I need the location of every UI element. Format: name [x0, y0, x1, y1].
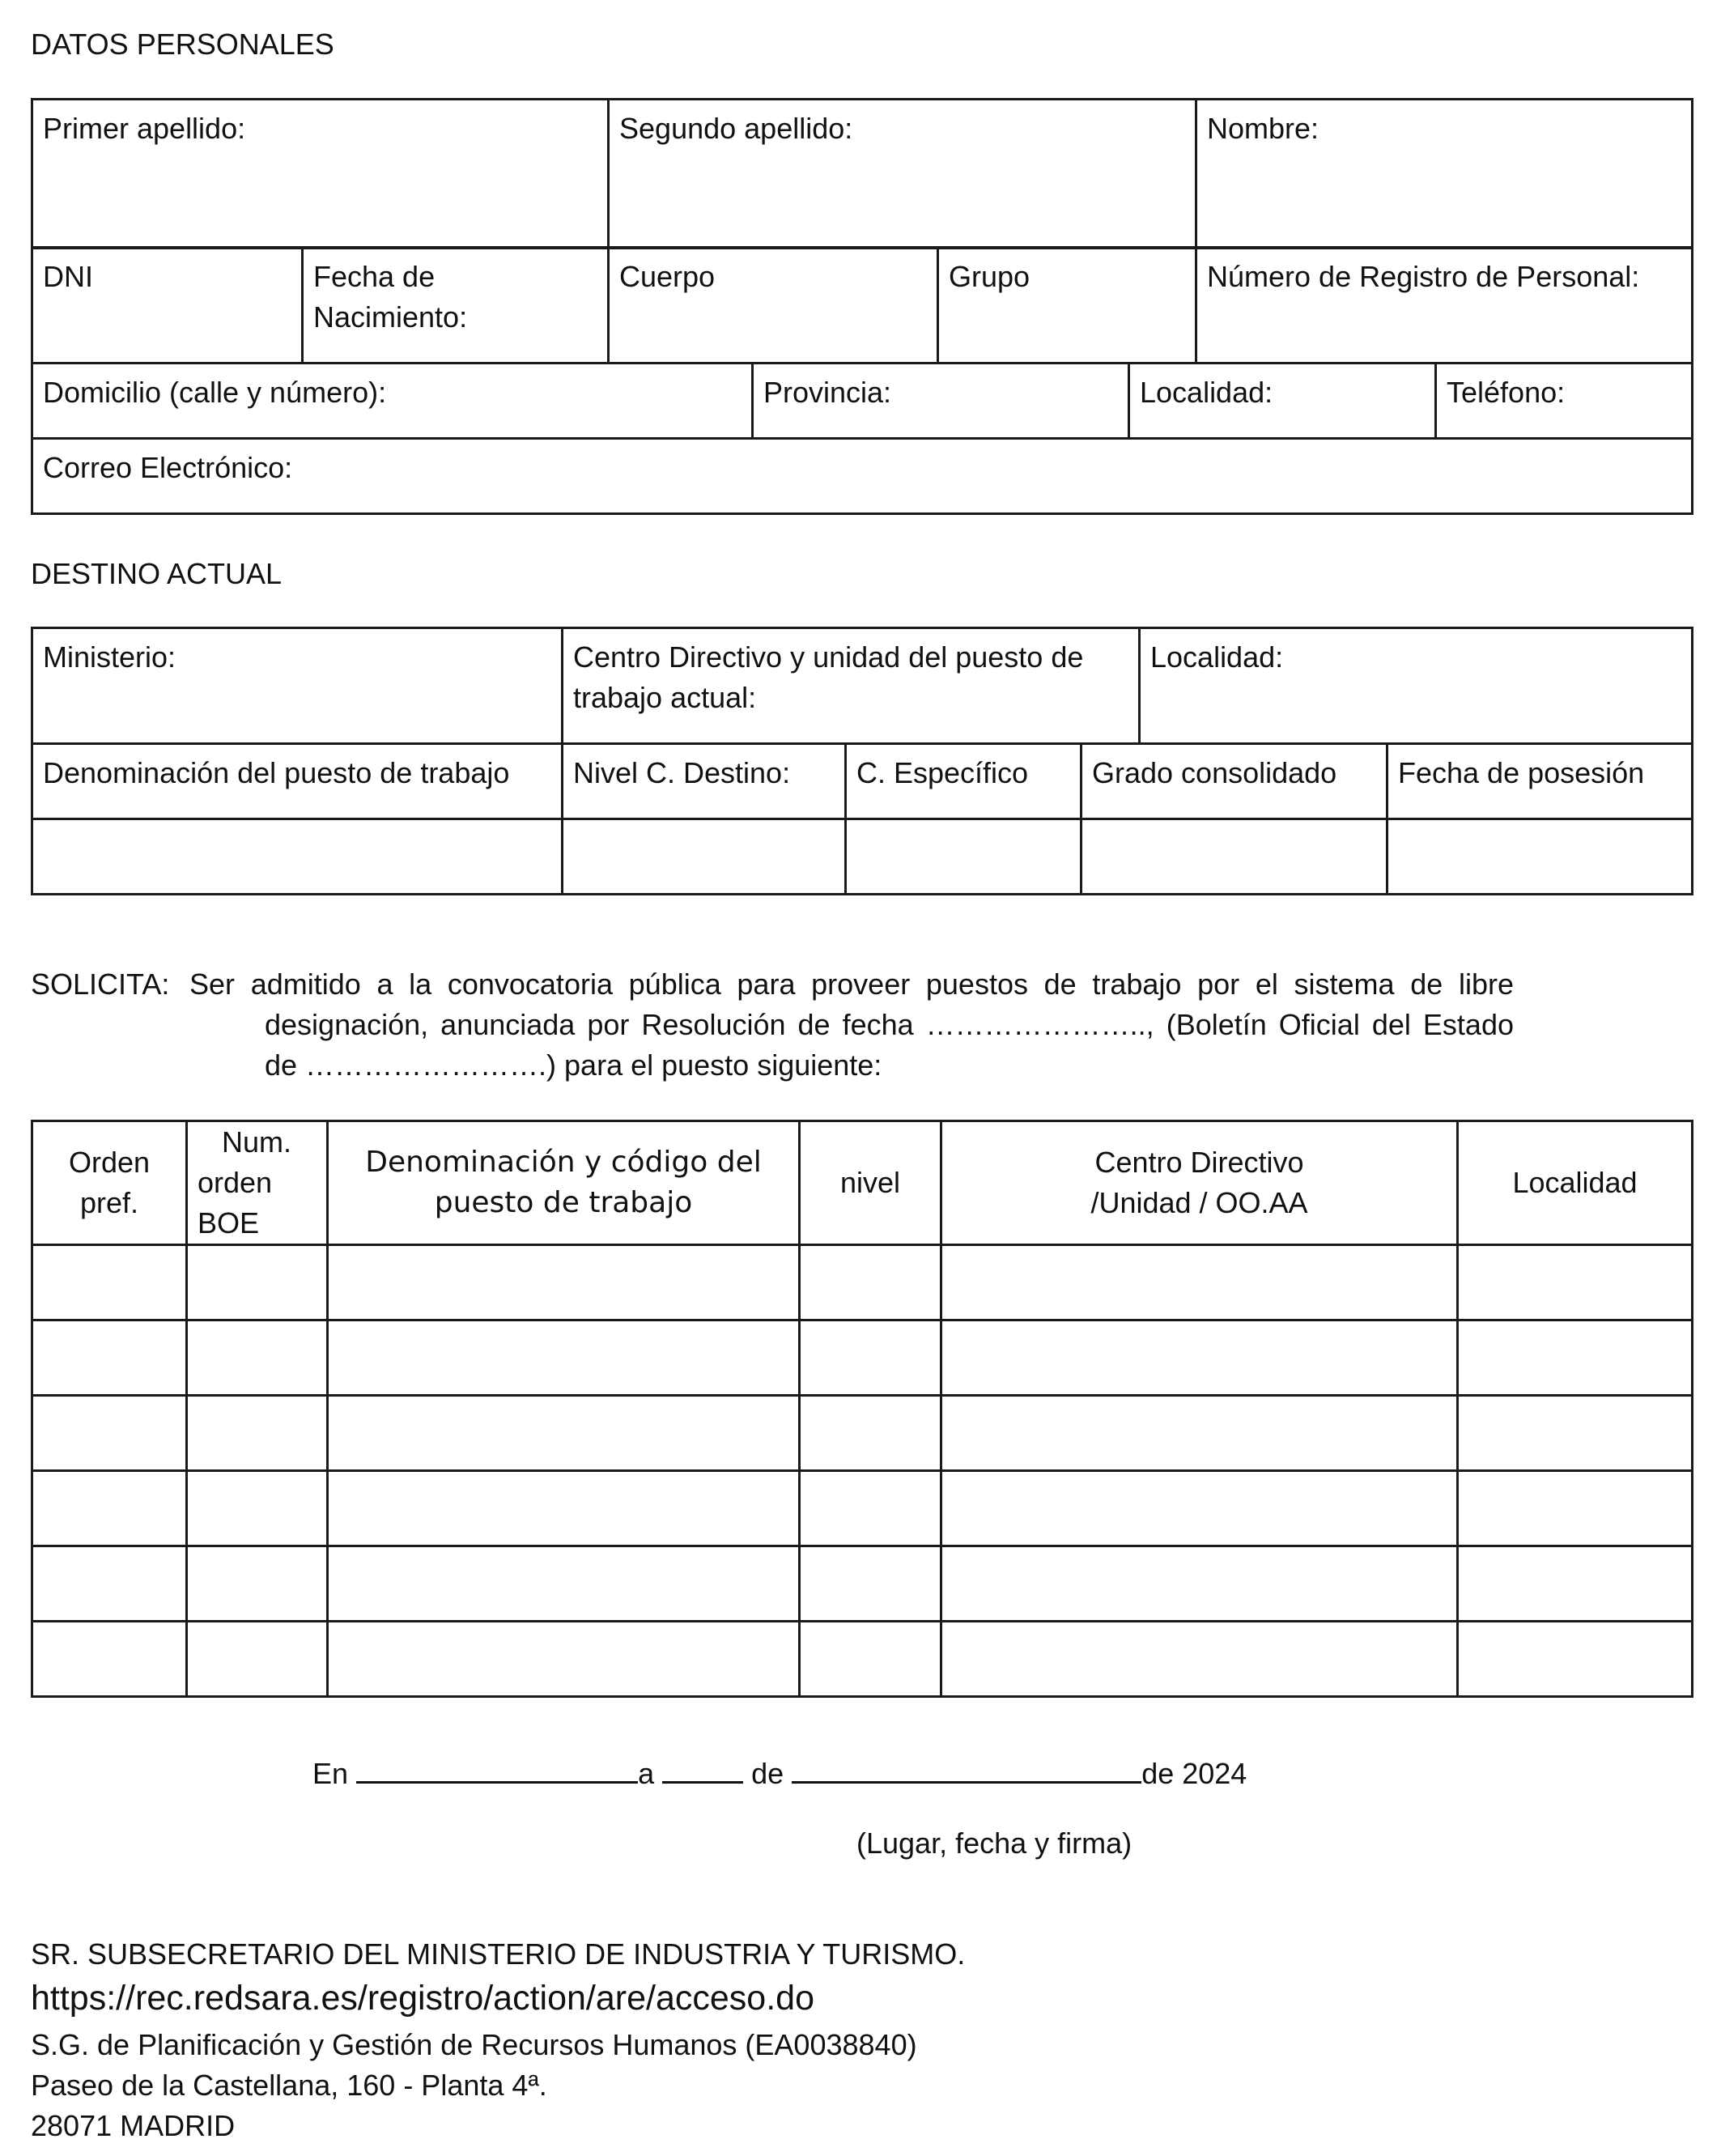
- table-cell[interactable]: [328, 1245, 800, 1320]
- table-cell[interactable]: [1458, 1546, 1693, 1622]
- table-cell[interactable]: [32, 1546, 187, 1622]
- table-cell[interactable]: [800, 1320, 941, 1396]
- denominacion-codigo-label-1: Denominación y código del: [365, 1146, 762, 1179]
- table-cell[interactable]: [328, 1546, 800, 1622]
- table-cell[interactable]: [328, 1471, 800, 1546]
- nombre-field[interactable]: [1196, 100, 1693, 249]
- dni-field[interactable]: [32, 248, 303, 364]
- denominacion-input[interactable]: [32, 819, 563, 895]
- fecha-posesion-header: [1387, 744, 1693, 819]
- grado-label: Grado consolidado: [1092, 756, 1337, 789]
- num-orden-label-3: BOE: [198, 1206, 260, 1240]
- localidad-col-header: [1458, 1121, 1693, 1245]
- provincia-label: Provincia:: [763, 376, 892, 409]
- ministerio-field[interactable]: [32, 628, 563, 744]
- ministerio-label: Ministerio:: [43, 640, 176, 674]
- denominacion-codigo-header: [328, 1121, 800, 1245]
- correo-field[interactable]: [32, 439, 1693, 514]
- mes-blank[interactable]: [792, 1749, 1141, 1784]
- solicita-line-2: designación, anunciada por Resolución de fecha ………………….., (Boletín Oficial del Estado: [265, 1008, 1514, 1041]
- cuerpo-field[interactable]: [609, 248, 938, 364]
- nivel-col-label: nivel: [839, 1166, 901, 1199]
- telefono-label: Teléfono:: [1447, 376, 1566, 409]
- footer-city: 28071 MADRID: [31, 2109, 236, 2142]
- table-cell[interactable]: [1458, 1245, 1693, 1320]
- firma-line: [312, 1749, 1247, 1791]
- nrp-field[interactable]: [1196, 248, 1693, 364]
- table-row: [32, 1320, 1693, 1396]
- num-orden-label-1: Num.: [222, 1125, 292, 1159]
- provincia-field[interactable]: [753, 364, 1129, 439]
- nivel-input[interactable]: [563, 819, 846, 895]
- grado-input[interactable]: [1081, 819, 1387, 895]
- especifico-header: [846, 744, 1081, 819]
- datos-personales-table-3: [31, 362, 1693, 515]
- table-row: [32, 1622, 1693, 1697]
- table-cell[interactable]: [1458, 1471, 1693, 1546]
- firma-a: a: [638, 1757, 655, 1790]
- denominacion-codigo-label-2: puesto de trabajo: [434, 1186, 693, 1219]
- centro-unidad-header: [941, 1121, 1458, 1245]
- firma-de: de: [751, 1757, 784, 1790]
- table-cell[interactable]: [32, 1320, 187, 1396]
- centro-directivo-label-1: Centro Directivo y unidad del puesto de: [573, 640, 1084, 674]
- primer-apellido-label: Primer apellido:: [43, 112, 246, 145]
- table-cell[interactable]: [941, 1320, 1458, 1396]
- fecha-nacimiento-label-2: Nacimiento:: [313, 300, 468, 334]
- num-orden-header: [187, 1121, 328, 1245]
- puestos-table: [31, 1120, 1693, 1698]
- grado-header: [1081, 744, 1387, 819]
- addressee: SR. SUBSECRETARIO DEL MINISTERIO DE INDUSTRIA Y TURISMO.: [31, 1937, 966, 1971]
- section-title-destino-actual: DESTINO ACTUAL: [31, 557, 283, 590]
- nivel-header: [563, 744, 846, 819]
- table-cell[interactable]: [328, 1396, 800, 1471]
- denominacion-header: [32, 744, 563, 819]
- domicilio-label: Domicilio (calle y número):: [43, 376, 387, 409]
- grupo-label: Grupo: [949, 260, 1030, 293]
- table-cell[interactable]: [1458, 1396, 1693, 1471]
- table-row: [32, 1471, 1693, 1546]
- fecha-posesion-input[interactable]: [1387, 819, 1693, 895]
- table-cell[interactable]: [32, 1622, 187, 1697]
- table-cell[interactable]: [941, 1471, 1458, 1546]
- table-cell[interactable]: [800, 1396, 941, 1471]
- section-title-datos-personales: DATOS PERSONALES: [31, 28, 334, 61]
- table-cell[interactable]: [800, 1546, 941, 1622]
- num-orden-label-2: orden: [198, 1166, 273, 1199]
- destino-actual-table-2: [31, 742, 1693, 895]
- table-cell[interactable]: [941, 1245, 1458, 1320]
- footer-unit: S.G. de Planificación y Gestión de Recursos Humanos (EA0038840): [31, 2028, 917, 2061]
- table-cell[interactable]: [1458, 1320, 1693, 1396]
- dni-label: DNI: [43, 260, 93, 293]
- localidad-col-label: Localidad: [1512, 1166, 1638, 1199]
- localidad-field[interactable]: [1129, 364, 1436, 439]
- grupo-field[interactable]: [938, 248, 1196, 364]
- nombre-label: Nombre:: [1207, 112, 1319, 145]
- table-cell[interactable]: [941, 1622, 1458, 1697]
- destino-localidad-label: Localidad:: [1150, 640, 1284, 674]
- centro-directivo-label-2: trabajo actual:: [573, 681, 757, 714]
- orden-pref-header: [32, 1121, 187, 1245]
- registro-url[interactable]: https://rec.redsara.es/registro/action/are/acceso.do: [31, 1979, 814, 2018]
- table-cell[interactable]: [187, 1471, 328, 1546]
- dia-blank[interactable]: [662, 1749, 743, 1784]
- orden-pref-label-1: Orden: [68, 1146, 151, 1179]
- table-cell[interactable]: [32, 1471, 187, 1546]
- table-row: [32, 1546, 1693, 1622]
- firma-en: En: [312, 1757, 349, 1790]
- table-cell[interactable]: [32, 1245, 187, 1320]
- table-cell[interactable]: [941, 1396, 1458, 1471]
- destino-actual-table: [31, 627, 1693, 745]
- nivel-label: Nivel C. Destino:: [573, 756, 791, 789]
- table-cell[interactable]: [941, 1546, 1458, 1622]
- solicita-label: SOLICITA:: [31, 967, 170, 1001]
- table-cell[interactable]: [800, 1471, 941, 1546]
- cuerpo-label: Cuerpo: [619, 260, 716, 293]
- table-row: [32, 1245, 1693, 1320]
- solicita-line-3: de …………………….) para el puesto siguiente:: [265, 1048, 882, 1082]
- segundo-apellido-field[interactable]: [609, 100, 1196, 249]
- fecha-nacimiento-field[interactable]: [303, 248, 609, 364]
- denominacion-label: Denominación del puesto de trabajo: [43, 756, 510, 789]
- domicilio-field[interactable]: [32, 364, 753, 439]
- table-cell[interactable]: [187, 1396, 328, 1471]
- localidad-label: Localidad:: [1140, 376, 1273, 409]
- centro-unidad-label-1: Centro Directivo: [1094, 1146, 1304, 1179]
- fecha-nacimiento-label-1: Fecha de: [313, 260, 436, 293]
- segundo-apellido-label: Segundo apellido:: [619, 112, 853, 145]
- table-cell[interactable]: [187, 1245, 328, 1320]
- lugar-fecha-firma: (Lugar, fecha y firma): [856, 1826, 1132, 1860]
- table-cell[interactable]: [187, 1320, 328, 1396]
- nivel-col-header: [800, 1121, 941, 1245]
- firma-de-year: de 2024: [1141, 1757, 1247, 1790]
- table-cell[interactable]: [328, 1320, 800, 1396]
- table-cell[interactable]: [800, 1622, 941, 1697]
- table-cell[interactable]: [187, 1622, 328, 1697]
- table-row: [32, 1396, 1693, 1471]
- footer-address: Paseo de la Castellana, 160 - Planta 4ª.: [31, 2069, 547, 2102]
- especifico-input[interactable]: [846, 819, 1081, 895]
- centro-directivo-field[interactable]: [563, 628, 1140, 744]
- table-cell[interactable]: [1458, 1622, 1693, 1697]
- especifico-label: C. Específico: [856, 756, 1029, 789]
- destino-localidad-field[interactable]: [1140, 628, 1693, 744]
- orden-pref-label-2: pref.: [79, 1186, 139, 1219]
- table-cell[interactable]: [800, 1245, 941, 1320]
- nrp-label: Número de Registro de Personal:: [1207, 260, 1640, 293]
- telefono-field[interactable]: [1436, 364, 1693, 439]
- centro-unidad-label-2: /Unidad / OO.AA: [1090, 1186, 1308, 1219]
- table-cell[interactable]: [32, 1396, 187, 1471]
- lugar-blank[interactable]: [356, 1749, 638, 1784]
- solicita-line-1: Ser admitido a la convocatoria pública para proveer puestos de trabajo por el sistema de libre: [189, 967, 1514, 1001]
- datos-personales-table-2: [31, 246, 1693, 364]
- table-cell[interactable]: [328, 1622, 800, 1697]
- correo-label: Correo Electrónico:: [43, 451, 293, 484]
- fecha-posesion-label: Fecha de posesión: [1398, 756, 1645, 789]
- table-cell[interactable]: [187, 1546, 328, 1622]
- primer-apellido-field[interactable]: [32, 100, 609, 249]
- datos-personales-table: [31, 98, 1693, 249]
